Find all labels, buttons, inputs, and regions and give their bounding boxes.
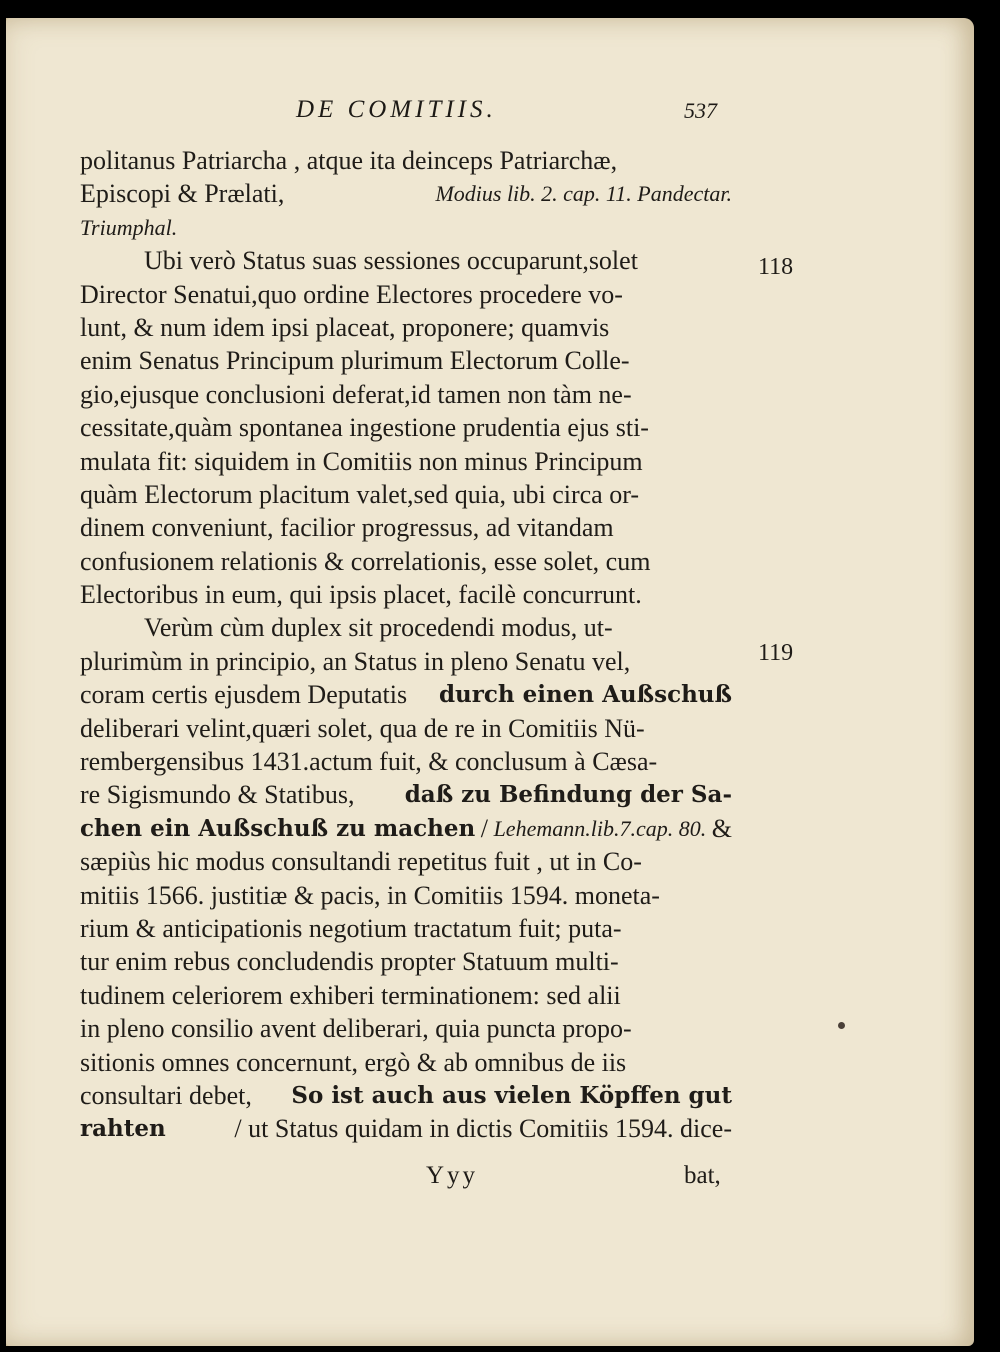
german-phrase-so-ist: So ist auch aus vielen Köpffen gut: [291, 1081, 732, 1109]
text-line: enim Senatus Principum plurimum Electorum Colle-: [80, 346, 630, 376]
signature-mark: Yyy: [426, 1162, 479, 1189]
german-phrase-ausschuss: durch einen Außschuß: [438, 681, 732, 709]
text-line: tur enim rebus concludendis propter Statuum multi-: [80, 947, 619, 977]
text-line: mitiis 1566. justitiæ & pacis, in Comitiis 1594. moneta-: [80, 880, 660, 910]
text-line: confusionem relationis & correlationis, esse solet, cum: [80, 546, 651, 576]
text-line: rium & anticipationis negotium tractatum fuit; puta-: [80, 913, 622, 943]
german-phrase-machen: chen ein Außschuß zu machen: [80, 814, 476, 842]
text-line: lunt, & num idem ipsi placeat, proponere; quamvis: [80, 312, 610, 342]
text-line: tudinem celeriorem exhiberi terminationem: sed alii: [80, 980, 621, 1010]
text-line: mulata fit: siquidem in Comitiis non minus Principum: [80, 446, 643, 476]
catchword: bat,: [684, 1162, 721, 1189]
text-line: rembergensibus 1431.actum fuit, & conclusum à Cæsa-: [80, 747, 658, 777]
text-line: plurimùm in principio, an Status in pleno Senatu vel,: [80, 646, 631, 676]
citation-lehemann: Lehemann.lib.7.cap. 80.: [493, 815, 707, 841]
text-line: dinem conveniunt, facilior progressus, ad vitandam: [80, 513, 614, 543]
page-number: 537: [684, 98, 717, 123]
text-line: cessitate,quàm spontanea ingestione prudentia ejus sti-: [80, 413, 649, 443]
text-line: Triumphal.: [80, 214, 178, 240]
text-line: in pleno consilio avent deliberari, quia puncta propo-: [80, 1014, 632, 1044]
page-header: [0, 96, 1000, 136]
text-line: politanus Patriarcha , atque ita deinceps Patriarchæ,: [80, 146, 618, 175]
text-line: rahten / ut Status quidam in dictis Comitiis 1594. dice-: [80, 1112, 732, 1145]
text-line: quàm Electorum placitum valet,sed quia, ubi circa or-: [80, 479, 639, 509]
ink-speck: [838, 1022, 845, 1029]
margin-number-119: 119: [758, 640, 794, 666]
text-line: coram certis ejusdem Deputatis durch einen Außschuß: [80, 678, 732, 711]
text-line: sitionis omnes concernunt, ergò & ab omnibus de iis: [80, 1047, 627, 1077]
german-phrase-rahten: rahten: [80, 1115, 166, 1143]
text-line: sæpiùs hic modus consultandi repetitus fuit , ut in Co-: [80, 847, 642, 877]
running-title: DE COMITIIS.: [296, 96, 497, 123]
text-line: Director Senatui,quo ordine Electores procedere vo-: [80, 279, 623, 309]
german-phrase-befindung: daß zu Befindung der Sa-: [404, 781, 732, 809]
text-line: Electoribus in eum, qui ipsis placet, facilè concurrunt.: [80, 580, 642, 610]
text-line: chen ein Außschuß zu machen / Lehemann.lib.7.cap. 80. &: [80, 812, 732, 845]
text-line: Verùm cùm duplex sit procedendi modus, ut-: [144, 613, 613, 643]
text-line: gio,ejusque conclusioni deferat,id tamen non tàm ne-: [80, 379, 632, 409]
text-line: Episcopi & Prælati, Modius lib. 2. cap. 11. Pandectar.: [80, 177, 732, 210]
text-line: consultari debet, So ist auch aus vielen Köpffen gut: [80, 1079, 732, 1112]
text-line: re Sigismundo & Statibus, daß zu Befindung der Sa-: [80, 778, 732, 811]
body-text: [80, 144, 732, 1146]
text-line: deliberari velint,quæri solet, qua de re in Comitiis Nü-: [80, 713, 645, 743]
margin-number-118: 118: [758, 254, 794, 280]
text-line: Ubi verò Status suas sessiones occuparunt,solet: [144, 246, 638, 276]
citation-modius: Modius lib. 2. cap. 11. Pandectar.: [435, 181, 732, 207]
